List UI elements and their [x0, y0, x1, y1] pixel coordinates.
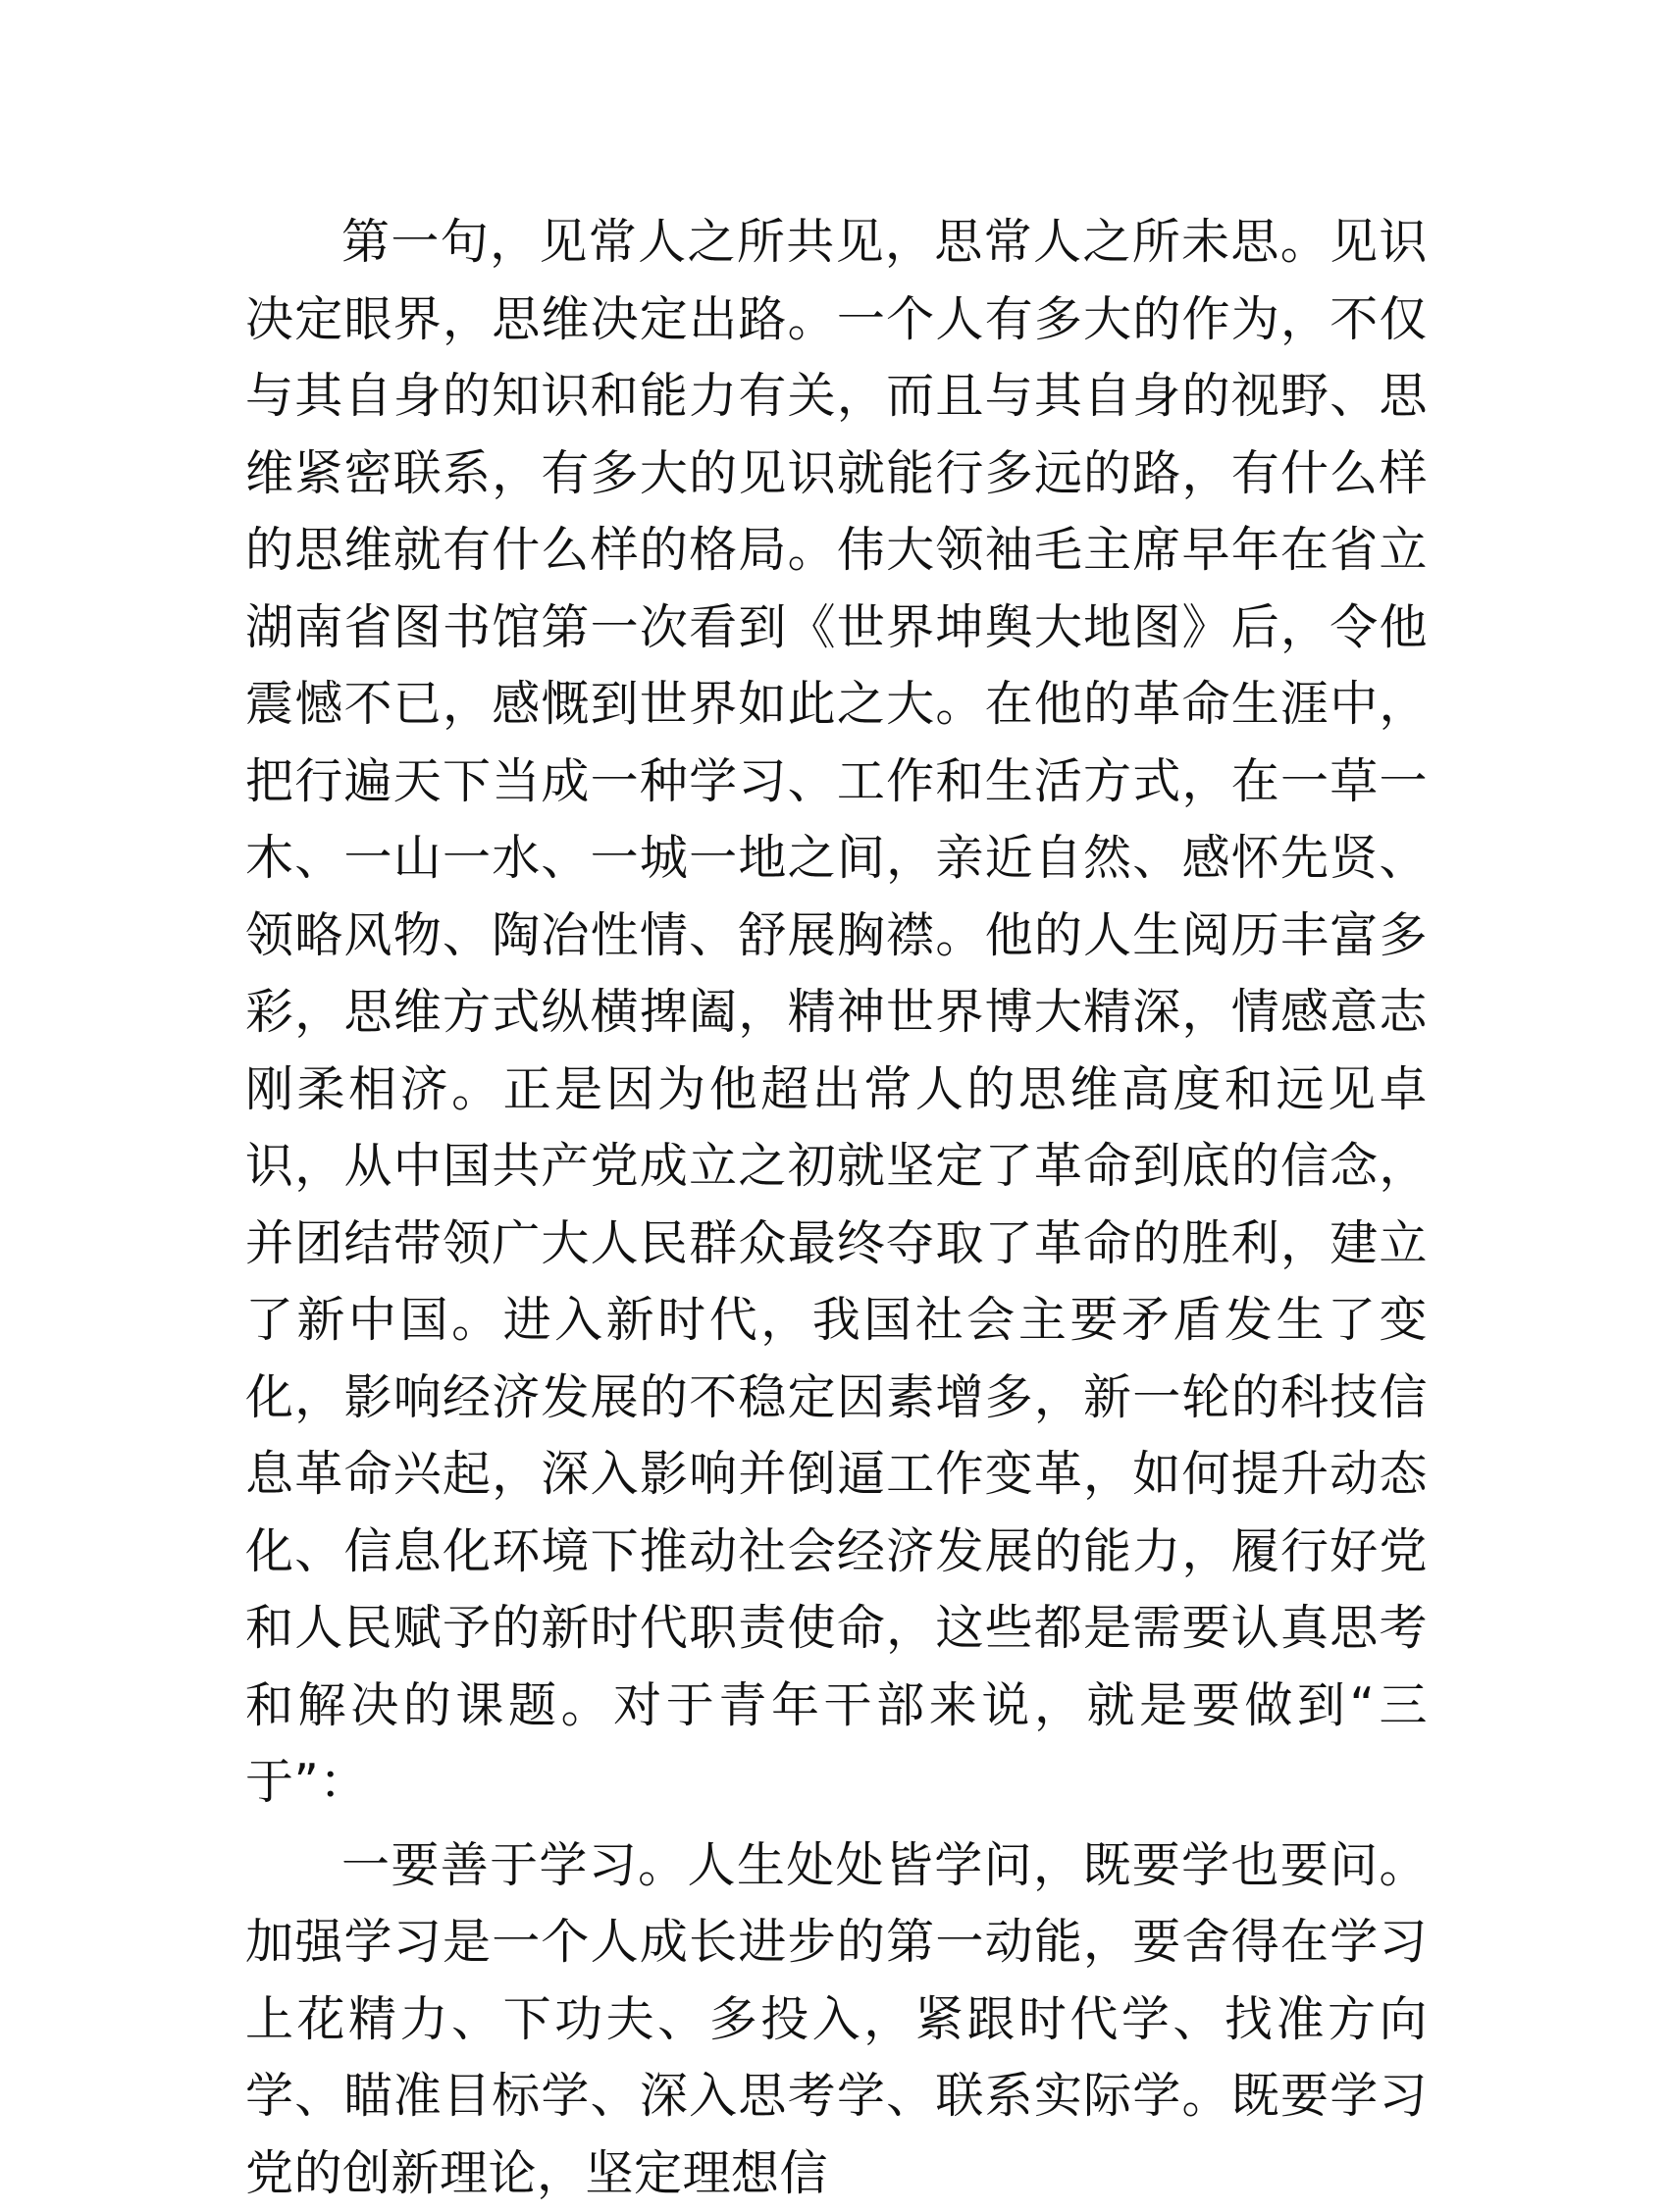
- paragraph-first-sentence: 第一句，见常人之所共见，思常人之所未思。见识决定眼界，思维决定出路。一个人有多大的作为，不仅与其自身的知识和能力有关，而且与其自身的视野、思维紧密联系，有多大的见识就能行多远的路，有什么样的思维就有什么样的格局。伟大领袖毛主席早年在省立湖南省图书馆第一次看到《世界坤舆大地图》后，令他震憾不已，感慨到世界如此之大。在他的革命生涯中，把行遍天下当成一种学习、工作和生活方式，在一草一木、一山一水、一城一地之间，亲近自然、感怀先贤、领略风物、陶冶性情、舒展胸襟。他的人生阅历丰富多彩，思维方式纵横捭阖，精神世界博大精深，情感意志刚柔相济。正是因为他超出常人的思维高度和远见卓识，从中国共产党成立之初就坚定了革命到底的信念，并团结带领广大人民群众最终夺取了革命的胜利，建立了新中国。进入新时代，我国社会主要矛盾发生了变化，影响经济发展的不稳定因素增多，新一轮的科技信息革命兴起，深入影响并倒逼工作变革，如何提升动态化、信息化环境下推动社会经济发展的能力，履行好党和人民赋予的新时代职责使命，这些都是需要认真思考和解决的课题。对于青年干部来说，就是要做到“三于”：: [245, 204, 1428, 1822]
- paragraph-good-at-learning: 一要善于学习。人生处处皆学问，既要学也要问。加强学习是一个人成长进步的第一动能，要舍得在学习上花精力、下功夫、多投入，紧跟时代学、找准方向学、瞄准目标学、深入思考学、联系实际学。既要学习党的创新理论，坚定理想信: [245, 1827, 1428, 2212]
- body-text: [245, 204, 1428, 2212]
